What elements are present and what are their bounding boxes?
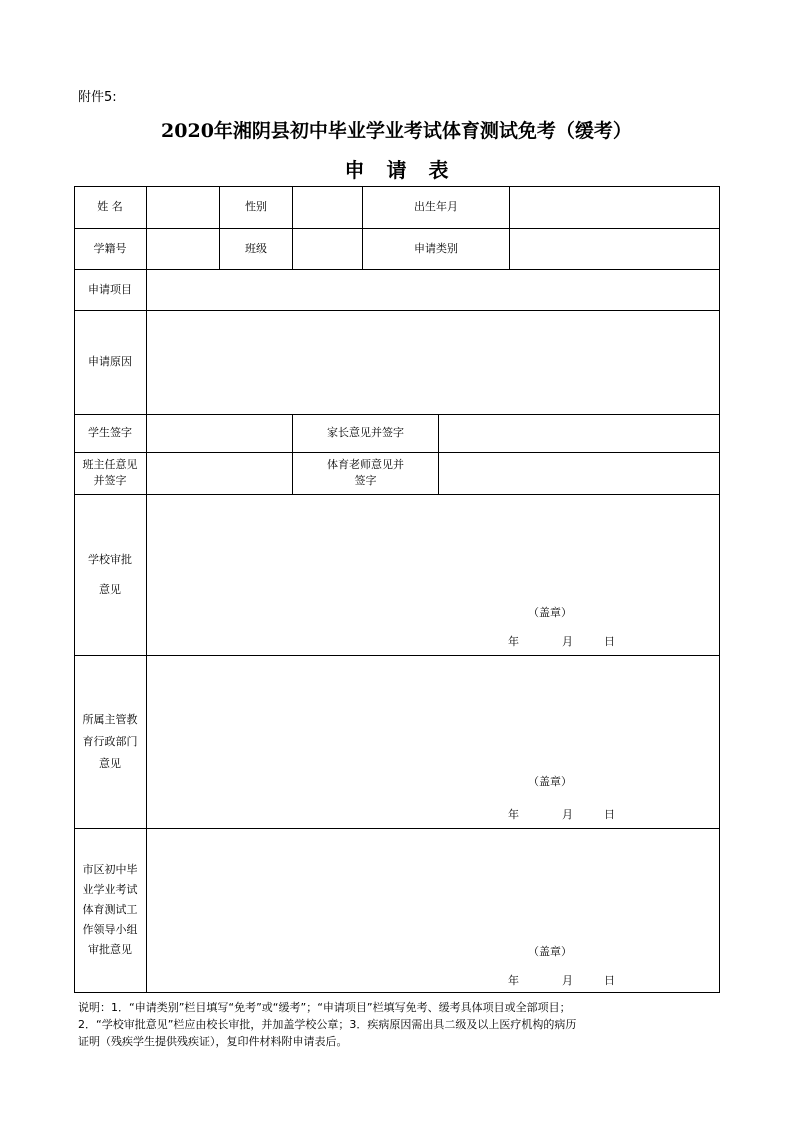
head-teacher-label: 班主任意见并签字 xyxy=(82,458,138,487)
city-group-label: 市区初中毕业学业考试体育测试工作领导小组审批意见 xyxy=(82,863,138,956)
school-seal-text: （盖章） xyxy=(528,606,572,619)
city-group-field[interactable] xyxy=(147,828,719,992)
apply-type-field[interactable] xyxy=(510,228,719,269)
school-review-field[interactable] xyxy=(147,494,719,655)
form-notes xyxy=(78,999,728,1050)
apply-item-field[interactable] xyxy=(147,269,719,310)
apply-item-label: 申请项目 xyxy=(88,282,132,296)
city-group-date-year: 年 xyxy=(508,974,519,987)
pe-teacher-field[interactable] xyxy=(439,452,719,494)
parent-opinion-field[interactable] xyxy=(439,414,719,452)
city-group-date-month: 月 xyxy=(562,974,573,987)
apply-reason-label: 申请原因 xyxy=(88,355,132,368)
student-sign-label: 学生签字 xyxy=(88,426,132,439)
gender-label: 性别 xyxy=(245,200,267,213)
note-line-3: 证明（残疾学生提供残疾证），复印件材料附申请表后。 xyxy=(78,1035,348,1048)
application-form-table xyxy=(74,186,720,993)
edu-dept-label: 所属主管教育行政部门意见 xyxy=(82,712,138,770)
note-line-1: 说明：1．“申请类别”栏目填写“免考”或“缓考”；“申请项目”栏填写免考、缓考具体项目或全部项目； xyxy=(78,1001,571,1014)
form-subtitle: 申请表 xyxy=(344,158,471,182)
birth-label: 出生年月 xyxy=(414,200,458,213)
student-id-label: 学籍号 xyxy=(93,241,127,255)
table-border-bottom xyxy=(74,992,720,993)
head-teacher-field[interactable] xyxy=(147,452,292,494)
note-line-2: 2．“学校审批意见”栏应由校长审批，并加盖学校公章；3．疾病原因需出具二级及以上医疗机构的病历 xyxy=(78,1018,577,1031)
attachment-label: 附件5: xyxy=(78,90,117,105)
edu-dept-date-month: 月 xyxy=(562,808,573,821)
table-border-right xyxy=(719,186,720,993)
school-date-year: 年 xyxy=(508,635,519,648)
name-field[interactable] xyxy=(147,186,219,228)
city-group-seal-text: （盖章） xyxy=(528,945,572,958)
apply-type-label: 申请类别 xyxy=(414,241,458,255)
gender-field[interactable] xyxy=(293,186,362,228)
student-id-field[interactable] xyxy=(147,228,219,269)
class-field[interactable] xyxy=(293,228,362,269)
parent-opinion-label: 家长意见并签字 xyxy=(327,426,404,439)
school-review-label: 学校审批意见 xyxy=(88,552,132,596)
city-group-date-day: 日 xyxy=(604,974,615,987)
pe-teacher-label: 体育老师意见并签字 xyxy=(327,458,404,487)
birth-field[interactable] xyxy=(510,186,719,228)
school-date-month: 月 xyxy=(562,635,573,648)
school-date-day: 日 xyxy=(604,635,615,648)
edu-dept-date-day: 日 xyxy=(604,808,615,821)
apply-reason-field[interactable] xyxy=(147,310,719,414)
name-label: 姓 名 xyxy=(97,200,123,213)
edu-dept-field[interactable] xyxy=(147,655,719,828)
form-title: 2020年湘阴县初中毕业学业考试体育测试免考（缓考） xyxy=(161,120,632,142)
class-label: 班级 xyxy=(245,241,267,255)
edu-dept-date-year: 年 xyxy=(508,808,519,821)
student-sign-field[interactable] xyxy=(147,414,292,452)
edu-dept-seal-text: （盖章） xyxy=(528,775,572,788)
